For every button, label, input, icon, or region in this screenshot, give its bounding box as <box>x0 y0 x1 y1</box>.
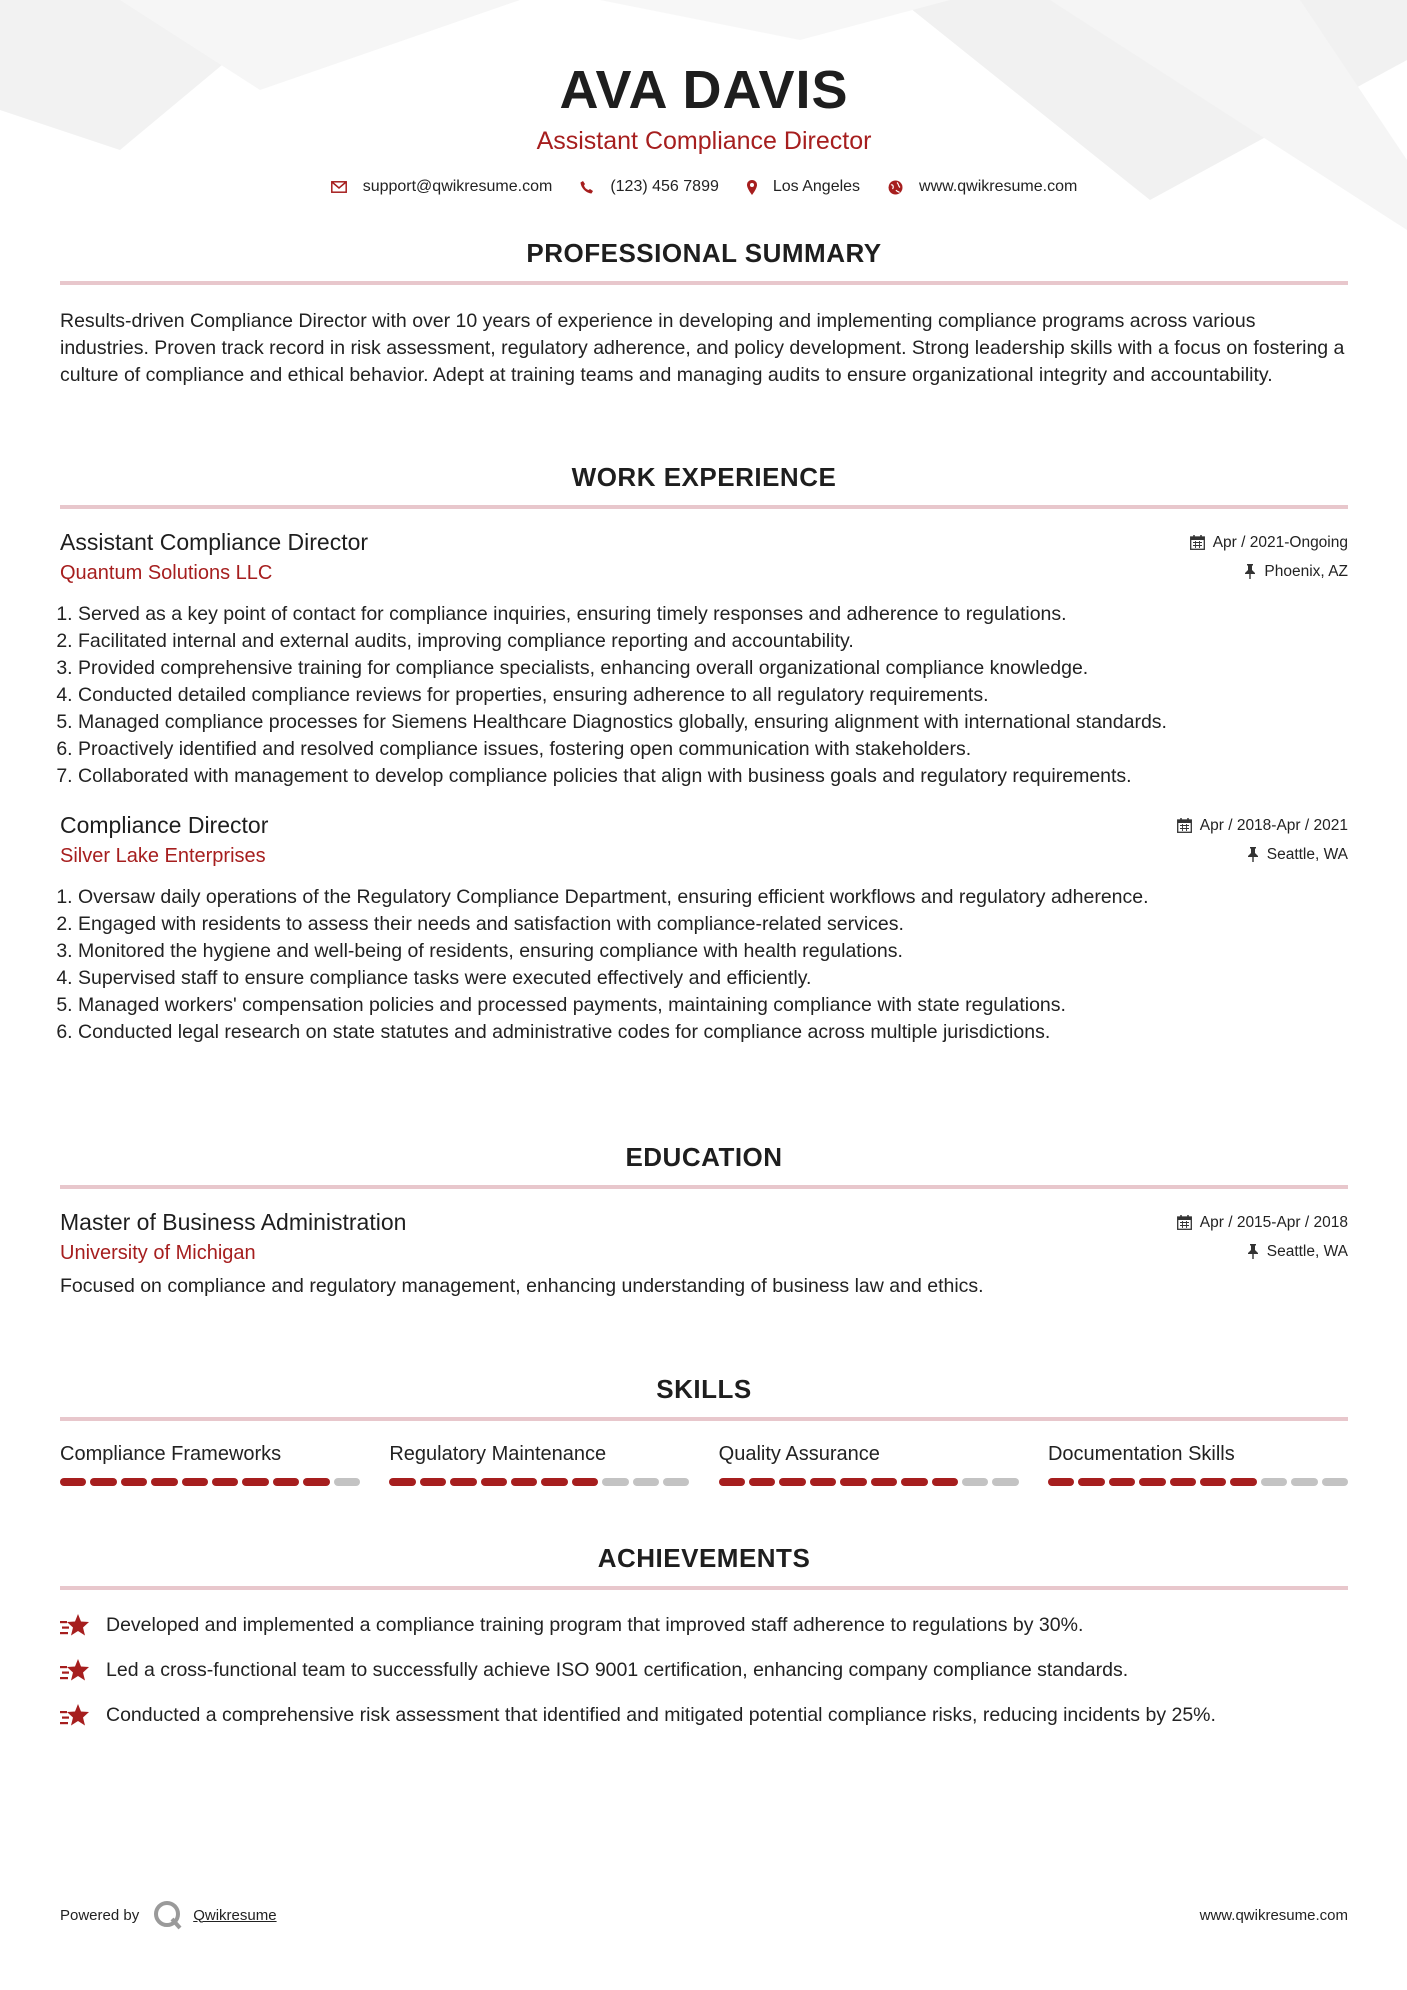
skill-name: Quality Assurance <box>718 1443 880 1465</box>
achievement-item: Developed and implemented a compliance training program that improved staff adherence to regulations by 30%. <box>60 1612 1348 1639</box>
contact-email[interactable] <box>331 178 553 196</box>
pushpin-icon <box>1244 564 1256 579</box>
skill-rating-segment <box>992 1478 1018 1486</box>
list-item: 5. Managed workers' compensation policies and processed payments, maintaining compliance with state regulations. <box>78 992 1348 1019</box>
section-divider <box>60 505 1348 509</box>
phone-icon <box>580 180 594 194</box>
skill-rating-segment <box>1261 1478 1287 1486</box>
resume-page <box>60 0 1348 1726</box>
skill-rating-segment <box>212 1478 238 1486</box>
job-entry <box>60 812 1348 1046</box>
brand-link[interactable]: Qwikresume <box>193 1906 277 1924</box>
globe-icon <box>888 180 903 195</box>
skill-rating-segment <box>1109 1478 1135 1486</box>
pushpin-icon <box>1247 1244 1259 1259</box>
achievements-list <box>60 1612 1348 1729</box>
education-description: Focused on compliance and regulatory management, enhancing understanding of business law and ethics. <box>60 1275 984 1297</box>
powered-by-label: Powered by <box>60 1906 140 1924</box>
skill-rating-segment <box>719 1478 745 1486</box>
skill-item <box>60 1443 360 1486</box>
qwikresume-logo-icon <box>153 1900 183 1930</box>
skill-rating-segment <box>303 1478 329 1486</box>
skill-rating-segment <box>121 1478 147 1486</box>
skill-item <box>1048 1443 1348 1486</box>
skill-rating-segment <box>1291 1478 1317 1486</box>
skill-rating <box>389 1478 689 1486</box>
list-item: 2. Engaged with residents to assess their needs and satisfaction with compliance-related services. <box>78 911 1348 938</box>
skill-rating-segment <box>962 1478 988 1486</box>
envelope-icon <box>331 181 347 193</box>
skill-name: Regulatory Maintenance <box>389 1443 607 1465</box>
skill-rating-segment <box>1048 1478 1074 1486</box>
skill-rating <box>719 1478 1019 1486</box>
skill-rating-segment <box>633 1478 659 1486</box>
job-bullets <box>60 884 1348 1046</box>
job-location: Phoenix, AZ <box>1244 563 1348 581</box>
calendar-icon <box>1177 1215 1192 1230</box>
skill-rating-segment <box>1078 1478 1104 1486</box>
list-item: 1. Served as a key point of contact for compliance inquiries, ensuring timely responses and adherence to regulations. <box>78 601 1348 628</box>
skill-rating-segment <box>420 1478 446 1486</box>
calendar-icon <box>1190 535 1205 550</box>
skill-rating-segment <box>779 1478 805 1486</box>
education-dates: Apr / 2015-Apr / 2018 <box>1177 1214 1348 1232</box>
skill-rating-segment <box>810 1478 836 1486</box>
job-title: Compliance Director <box>60 812 269 838</box>
list-item: 6. Conducted legal research on state statutes and administrative codes for compliance across multiple jurisdictions. <box>78 1019 1348 1046</box>
skill-rating-segment <box>151 1478 177 1486</box>
skill-rating-segment <box>60 1478 86 1486</box>
skill-rating-segment <box>511 1478 537 1486</box>
list-item: 1. Oversaw daily operations of the Regulatory Compliance Department, ensuring efficient workflows and regulatory adherence. <box>78 884 1348 911</box>
skill-rating-segment <box>932 1478 958 1486</box>
pushpin-icon <box>1247 847 1259 862</box>
job-bullets <box>60 601 1348 790</box>
contact-bar <box>60 178 1348 196</box>
list-item: 4. Conducted detailed compliance reviews for properties, ensuring adherence to all regulatory requirements. <box>78 682 1348 709</box>
section-divider <box>60 1586 1348 1590</box>
calendar-icon <box>1177 818 1192 833</box>
skill-rating-segment <box>901 1478 927 1486</box>
achievements-section <box>60 1543 1348 1747</box>
achievement-item: Conducted a comprehensive risk assessment that identified and mitigated potential compliance risks, reducing incidents by 25%. <box>60 1702 1348 1729</box>
job-title: Assistant Compliance Director <box>60 529 369 555</box>
summary-section <box>60 238 1348 389</box>
education-location: Seattle, WA <box>1247 1243 1348 1261</box>
section-divider <box>60 1417 1348 1421</box>
school-name: University of Michigan <box>60 1242 256 1264</box>
footer-url[interactable]: www.qwikresume.com <box>1199 1906 1348 1924</box>
page-footer <box>60 1900 1348 1930</box>
list-item: 4. Supervised staff to ensure compliance tasks were executed effectively and efficiently. <box>78 965 1348 992</box>
job-dates: Apr / 2021-Ongoing <box>1190 534 1348 552</box>
candidate-title: Assistant Compliance Director <box>536 127 872 155</box>
skill-rating-segment <box>242 1478 268 1486</box>
location-text: Los Angeles <box>772 178 861 195</box>
star-award-icon <box>60 1658 92 1684</box>
map-pin-icon <box>747 180 757 195</box>
resume-header <box>60 0 1348 196</box>
skills-heading: SKILLS <box>656 1374 752 1404</box>
skill-item <box>719 1443 1019 1486</box>
skill-rating-segment <box>1230 1478 1256 1486</box>
email-text: support@qwikresume.com <box>362 178 553 195</box>
list-item: 3. Provided comprehensive training for compliance specialists, enhancing overall organizational compliance knowledge. <box>78 655 1348 682</box>
skill-name: Documentation Skills <box>1047 1443 1235 1465</box>
experience-section <box>60 462 1348 1046</box>
list-item: 2. Facilitated internal and external audits, improving compliance reporting and accountability. <box>78 628 1348 655</box>
skill-rating-segment <box>1170 1478 1196 1486</box>
achievement-item: Led a cross-functional team to successfully achieve ISO 9001 certification, enhancing company compliance standards. <box>60 1657 1348 1684</box>
job-entry <box>60 529 1348 790</box>
list-item: 7. Collaborated with management to develop compliance policies that align with business goals and regulatory requirements. <box>78 763 1348 790</box>
experience-heading: WORK EXPERIENCE <box>571 462 837 492</box>
skill-rating-segment <box>602 1478 628 1486</box>
skill-rating-segment <box>182 1478 208 1486</box>
company-name: Silver Lake Enterprises <box>60 845 266 867</box>
company-name: Quantum Solutions LLC <box>60 562 273 584</box>
skill-rating-segment <box>871 1478 897 1486</box>
contact-phone[interactable] <box>580 178 719 196</box>
list-item: 5. Managed compliance processes for Siemens Healthcare Diagnostics globally, ensuring alignment with international standards. <box>78 709 1348 736</box>
education-heading: EDUCATION <box>625 1142 783 1172</box>
section-divider <box>60 281 1348 285</box>
website-text: www.qwikresume.com <box>919 178 1078 195</box>
skill-rating-segment <box>840 1478 866 1486</box>
job-dates: Apr / 2018-Apr / 2021 <box>1177 817 1348 835</box>
contact-website[interactable] <box>888 178 1077 196</box>
skill-name: Compliance Frameworks <box>60 1443 282 1465</box>
skill-rating-segment <box>450 1478 476 1486</box>
skill-rating-segment <box>541 1478 567 1486</box>
list-item: 6. Proactively identified and resolved compliance issues, fostering open communication with stakeholders. <box>78 736 1348 763</box>
achievements-heading: ACHIEVEMENTS <box>597 1543 811 1573</box>
skill-rating <box>60 1478 360 1486</box>
skill-item <box>389 1443 689 1486</box>
skill-rating-segment <box>663 1478 689 1486</box>
skills-list <box>60 1443 1348 1486</box>
skill-rating-segment <box>389 1478 415 1486</box>
phone-text: (123) 456 7899 <box>610 178 719 195</box>
skill-rating <box>1048 1478 1348 1486</box>
candidate-name: AVA DAVIS <box>559 60 849 120</box>
skill-rating-segment <box>749 1478 775 1486</box>
job-location: Seattle, WA <box>1247 846 1348 864</box>
star-award-icon <box>60 1703 92 1729</box>
degree-title: Master of Business Administration <box>60 1209 407 1235</box>
skill-rating-segment <box>481 1478 507 1486</box>
skill-rating-segment <box>334 1478 360 1486</box>
summary-text: Results-driven Compliance Director with over 10 years of experience in developing and implementing compliance programs across various industries. Proven track record in risk assessment, regulatory adherence, and policy development. Strong leadership skills with a focus on fostering a culture of compliance and ethical behavior. Adept at training teams and managing audits to ensure organizational integrity and accountability. <box>60 310 1345 386</box>
skill-rating-segment <box>1322 1478 1348 1486</box>
contact-location <box>747 178 860 196</box>
list-item: 3. Monitored the hygiene and well-being of residents, ensuring compliance with health regulations. <box>78 938 1348 965</box>
summary-heading: PROFESSIONAL SUMMARY <box>526 238 882 268</box>
skill-rating-segment <box>1139 1478 1165 1486</box>
education-section <box>60 1142 1348 1300</box>
skill-rating-segment <box>572 1478 598 1486</box>
star-award-icon <box>60 1613 92 1639</box>
skill-rating-segment <box>90 1478 116 1486</box>
skill-rating-segment <box>273 1478 299 1486</box>
skill-rating-segment <box>1200 1478 1226 1486</box>
section-divider <box>60 1185 1348 1189</box>
skills-section <box>60 1374 1348 1486</box>
